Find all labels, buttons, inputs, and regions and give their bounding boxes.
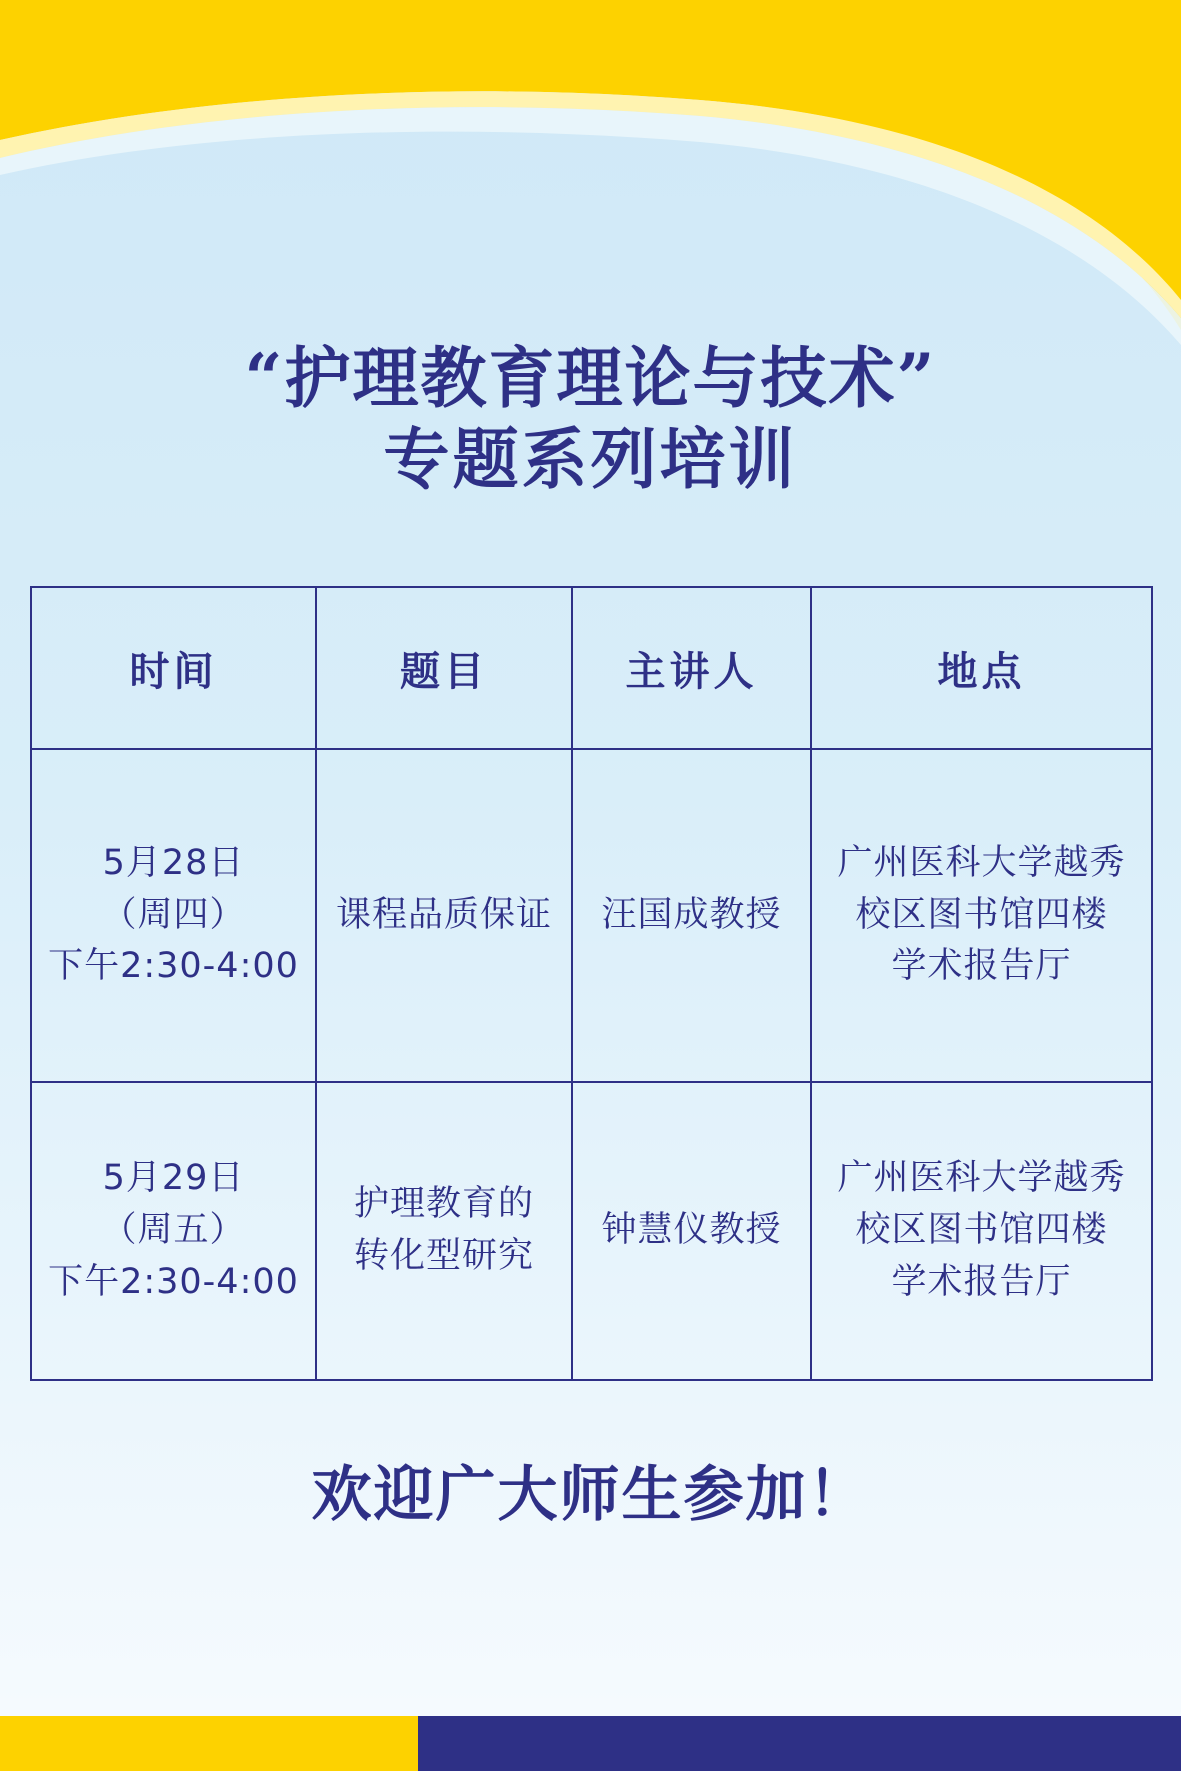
date-text: 5月28日 (102, 842, 245, 883)
date-text: 5月29日 (102, 1158, 245, 1199)
venue-cell (811, 749, 1152, 1082)
table-header-row (31, 587, 1152, 749)
speaker-text: 汪国成教授 (601, 894, 782, 935)
time-range-text: 下午2:30-4:00 (48, 946, 299, 987)
venue-cell (811, 1082, 1152, 1380)
time-range-text: 下午2:30-4:00 (48, 1261, 299, 1302)
poster-title (0, 338, 1181, 499)
weekday-text: （周五） (101, 1210, 246, 1251)
table-row (31, 749, 1152, 1082)
venue-line-2: 校区图书馆四楼 (855, 1210, 1108, 1251)
table-row (31, 1082, 1152, 1380)
header-speaker: 主讲人 (572, 587, 811, 749)
header-topic: 题目 (316, 587, 572, 749)
weekday-text: （周四） (101, 894, 246, 935)
venue-line-1: 广州医科大学越秀 (837, 1158, 1126, 1199)
time-cell (31, 1082, 316, 1380)
header-venue: 地点 (811, 587, 1152, 749)
welcome-message: 欢迎广大师生参加！ (311, 1460, 870, 1530)
title-line-2: 专题系列培训 (383, 419, 798, 498)
speaker-cell (572, 1082, 811, 1380)
venue-line-2: 校区图书馆四楼 (855, 894, 1108, 935)
speaker-cell (572, 749, 811, 1082)
bottom-bar-yellow (0, 1716, 418, 1771)
title-line-1: “护理教育理论与技术” (244, 339, 937, 417)
topic-text: 课程品质保证 (335, 894, 552, 935)
venue-line-3: 学术报告厅 (891, 1261, 1072, 1302)
topic-cell (316, 749, 572, 1082)
time-cell (31, 749, 316, 1082)
topic-text-line-1: 护理教育的 (353, 1184, 534, 1225)
topic-text-line-2: 转化型研究 (353, 1236, 534, 1276)
header-time: 时间 (31, 587, 316, 749)
bottom-bar-navy (418, 1716, 1181, 1771)
speaker-text: 钟慧仪教授 (601, 1210, 782, 1251)
venue-line-3: 学术报告厅 (891, 946, 1072, 987)
topic-cell (316, 1082, 572, 1380)
venue-line-1: 广州医科大学越秀 (837, 842, 1126, 883)
schedule-table (30, 586, 1153, 1381)
